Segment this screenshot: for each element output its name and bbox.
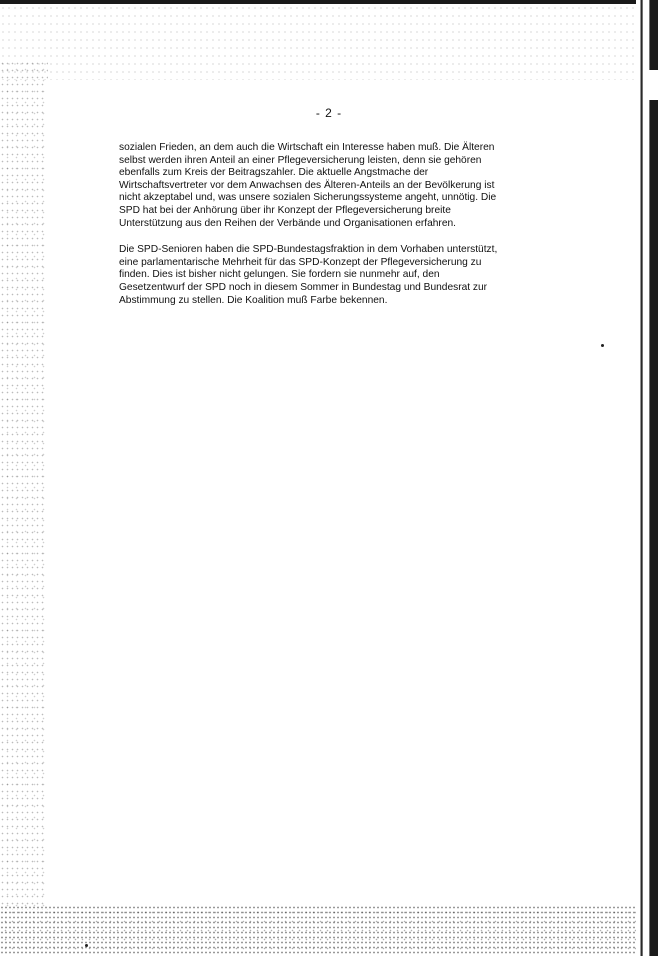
scan-noise-left (0, 60, 48, 910)
text-line: SPD hat bei der Anhörung über ihr Konzept der Pflegeversicherung breite (119, 204, 451, 216)
scan-noise-top (0, 4, 636, 80)
text-line: sozialen Frieden, an dem auch die Wirtschaft ein Interesse haben muß. Die Älteren (119, 142, 495, 153)
scan-dot (85, 944, 88, 947)
scan-dot (601, 344, 604, 347)
scan-border-right (636, 0, 658, 956)
text-line: finden. Dies ist bisher nicht gelungen. Sie fordern sie nunmehr auf, den (119, 269, 440, 281)
paragraph-2 (119, 244, 549, 307)
text-line: Gesetzentwurf der SPD noch in diesem Sommer in Bundestag und Bundesrat zur (119, 281, 488, 293)
text-line: selbst werden ihren Anteil an einer Pflegeversicherung leisten, denn sie gehören (119, 154, 482, 166)
letter-body (119, 142, 549, 321)
paragraph-1 (119, 142, 549, 230)
text-line: ebenfalls zum Kreis der Beitragszahler. Die aktuelle Angstmache der (119, 167, 429, 179)
text-line: Die SPD-Senioren haben die SPD-Bundestagsfraktion in dem Vorhaben unterstützt, (119, 244, 498, 256)
text-line: Wirtschaftsvertreter vor dem Anwachsen des Älteren-Anteils an der Bevölkerung ist (119, 179, 495, 191)
scan-border-notch (644, 70, 658, 100)
scan-noise-bottom (0, 905, 658, 956)
text-line: Abstimmung zu stellen. Die Koalition muß Farbe bekennen. (119, 294, 388, 306)
page-number: - 2 - (315, 106, 343, 120)
text-line: eine parlamentarische Mehrheit für das SPD-Konzept der Pflegeversicherung zu (119, 256, 482, 268)
text-line: nicht akzeptabel und, was unsere sozialen Sicherungssysteme angeht, unnötig. Die (119, 192, 497, 204)
text-line: Unterstützung aus den Reihen der Verbände und Organisationen erfahren. (119, 217, 456, 229)
